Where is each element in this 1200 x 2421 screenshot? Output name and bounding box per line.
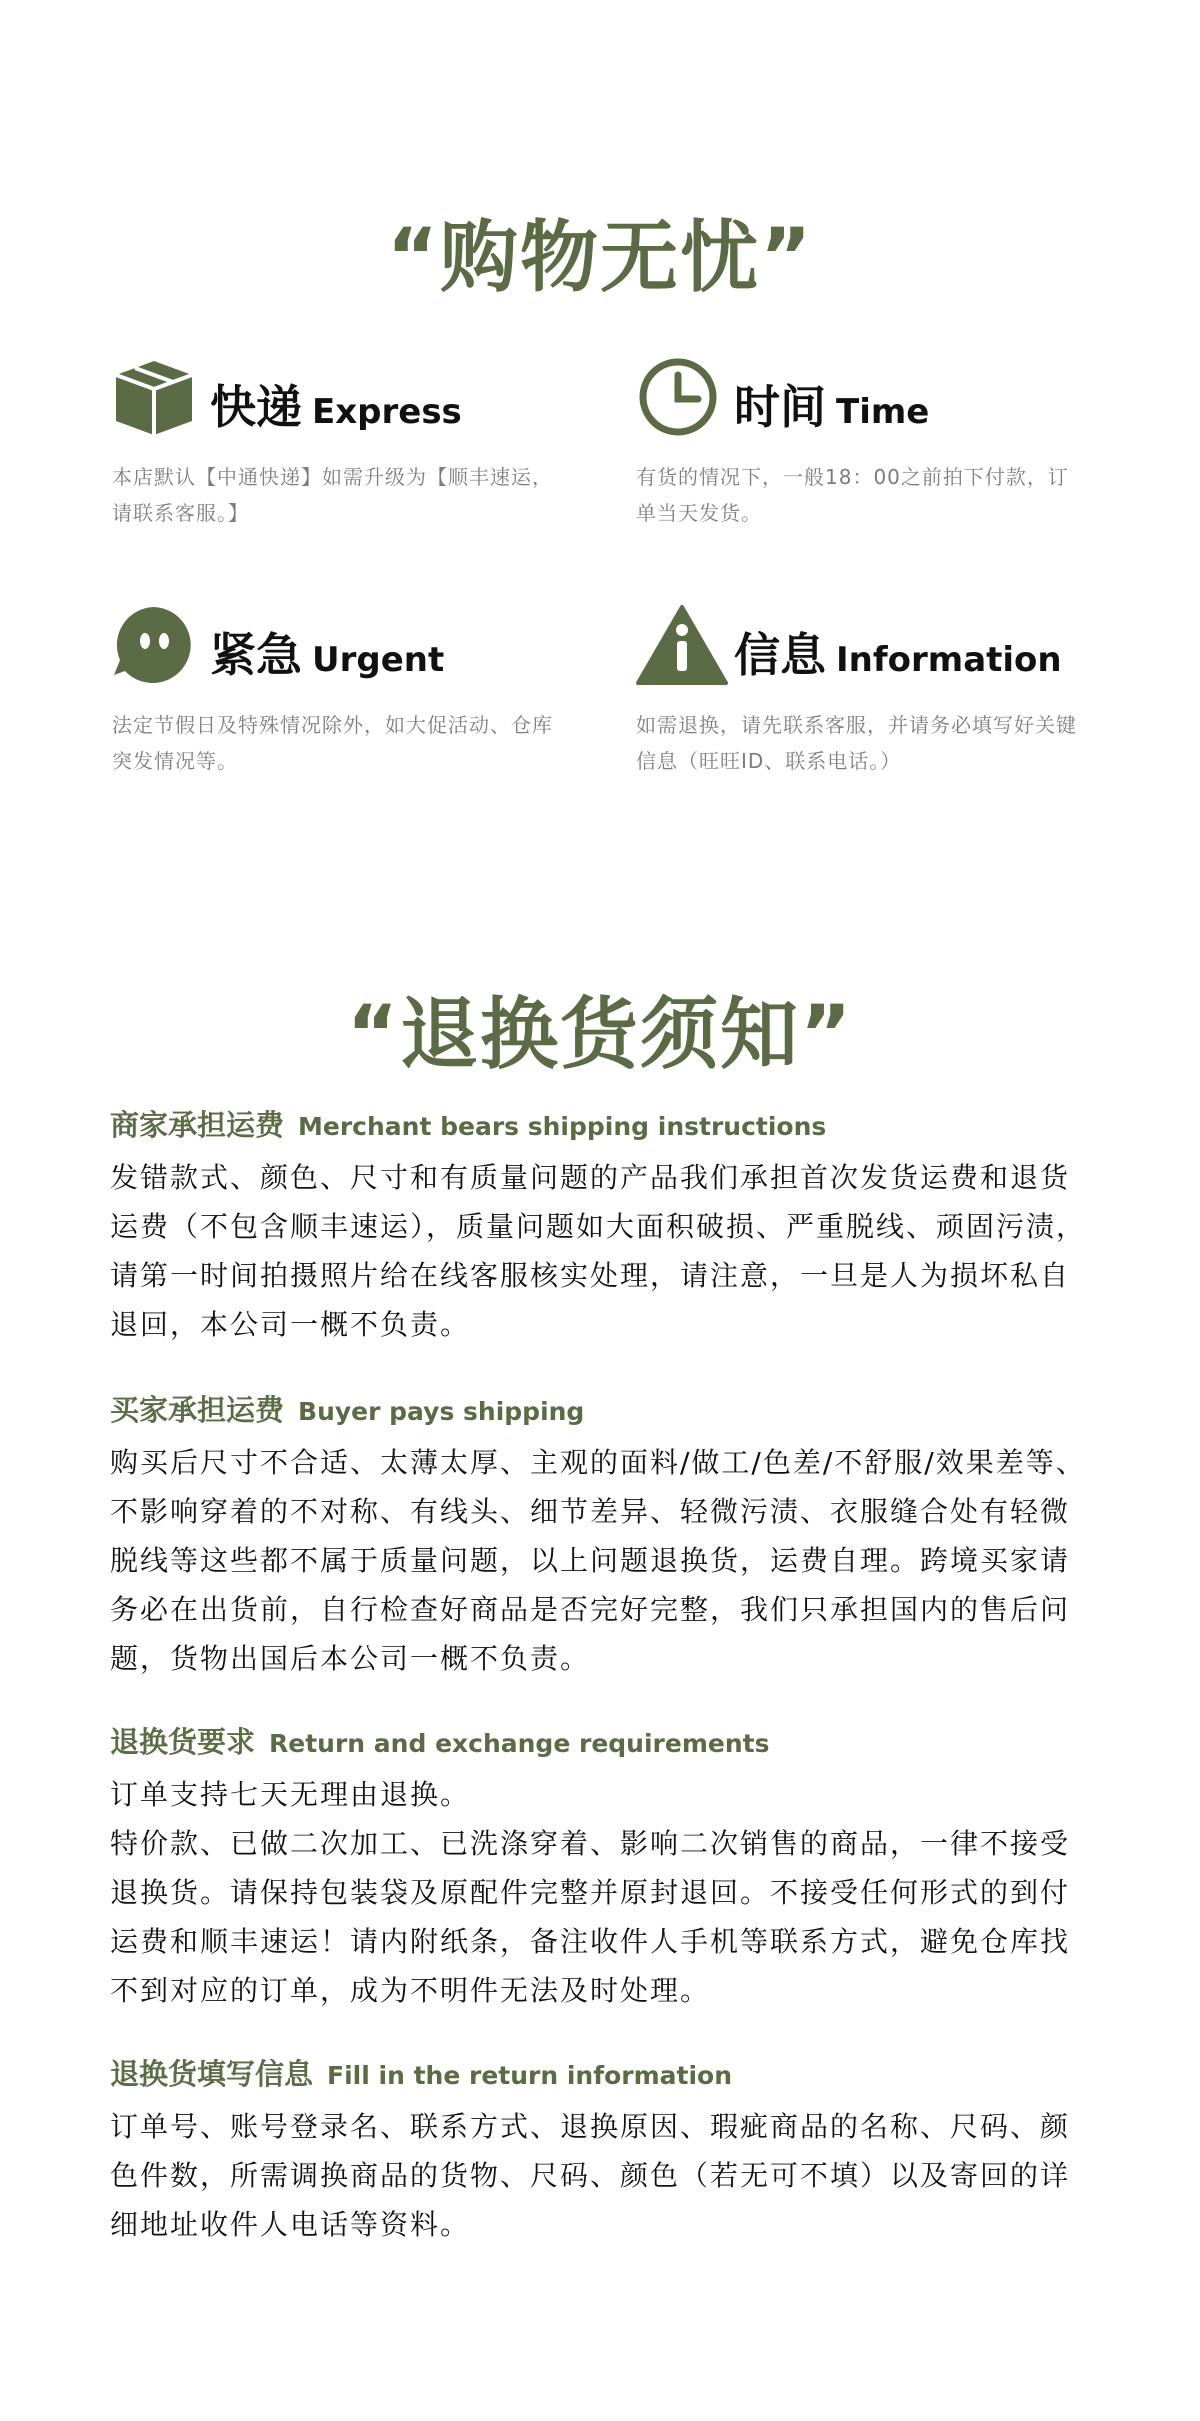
notice-title-zh: 退换货填写信息 [110,2057,314,2091]
notice-paragraph: 订单支持七天无理由退换。 [110,1778,471,1811]
notice-title-en: Return and exchange requirements [269,1729,770,1758]
feature-information [636,603,1096,779]
notice-title-en: Fill in the return information [327,2061,733,2090]
warning-icon [636,603,728,691]
notice-buyer-pays [110,1388,1095,1683]
feature-title-en: Urgent [312,640,445,680]
feature-desc: 如需退换，请先联系客服，并请务必填写好关键信息（旺旺ID、联系电话。） [636,713,1077,773]
notice-title-en: Buyer pays shipping [298,1397,585,1426]
feature-title-en: Information [836,640,1062,680]
feature-title-zh: 快递 [210,380,302,434]
return-notice-title: “退换货须知” [346,990,854,1080]
feature-desc: 本店默认【中通快递】如需升级为【顺丰速运，请联系客服。】 [112,465,553,525]
feature-title-zh: 时间 [734,380,826,434]
feature-express [112,355,572,531]
feature-title-en: Express [312,392,462,432]
feature-desc: 法定节假日及特殊情况除外，如大促活动、仓库突发情况等。 [112,713,553,773]
feature-title-zh: 信息 [734,628,826,682]
notice-title-zh: 商家承担运费 [110,1108,285,1142]
feature-urgent [112,603,572,779]
box-icon [112,355,196,443]
notice-title-zh: 退换货要求 [110,1725,256,1759]
feature-desc: 有货的情况下，一般18：00之前拍下付款，订单当天发货。 [636,465,1069,525]
notice-paragraph: 购买后尺寸不合适、太薄太厚、主观的面料/做工/色差/不舒服/效果差等、不影响穿着的不对称、有线头、细节差异、轻微污渍、衣服缝合处有轻微脱线等这些都不属于质量问题，以上问题退换货，运费自理。跨境买家请务必在出货前，自行检查好商品是否完好完整，我们只承担国内的售后问题，货物出国后本公司一概不负责。 [110,1446,1086,1675]
notice-merchant-pays [110,1103,1095,1349]
feature-time [636,355,1096,531]
notice-paragraph: 发错款式、颜色、尺寸和有质量问题的产品我们承担首次发货运费和退货运费（不包含顺丰速运），质量问题如大面积破损、严重脱线、顽固污渍，请第一时间拍摄照片给在线客服核实处理，请注意，一旦是人为损坏私自退回，本公司一概不负责。 [110,1161,1087,1341]
notice-title-en: Merchant bears shipping instructions [298,1112,827,1141]
notice-return-info [110,2052,1095,2249]
notice-paragraph: 订单号、账号登录名、联系方式、退换原因、瑕疵商品的名称、尺码、颜色件数，所需调换商品的货物、尺码、颜色（若无可不填）以及寄回的详细地址收件人电话等资料。 [110,2110,1071,2241]
notice-paragraph: 特价款、已做二次加工、已洗涤穿着、影响二次销售的商品，一律不接受退换货。请保持包装袋及原配件完整并原封退回。不接受任何形式的到付运费和顺丰速运！请内附纸条，备注收件人手机等联系方式，避免仓库找不到对应的订单，成为不明件无法及时处理。 [110,1827,1071,2007]
notice-title-zh: 买家承担运费 [110,1393,285,1427]
clock-icon [636,355,720,443]
notice-return-requirements [110,1720,1095,2015]
worry-free-title: “购物无忧” [386,213,814,303]
feature-title-zh: 紧急 [210,628,302,682]
chat-bubble-icon [112,603,196,691]
feature-title-en: Time [836,392,930,432]
